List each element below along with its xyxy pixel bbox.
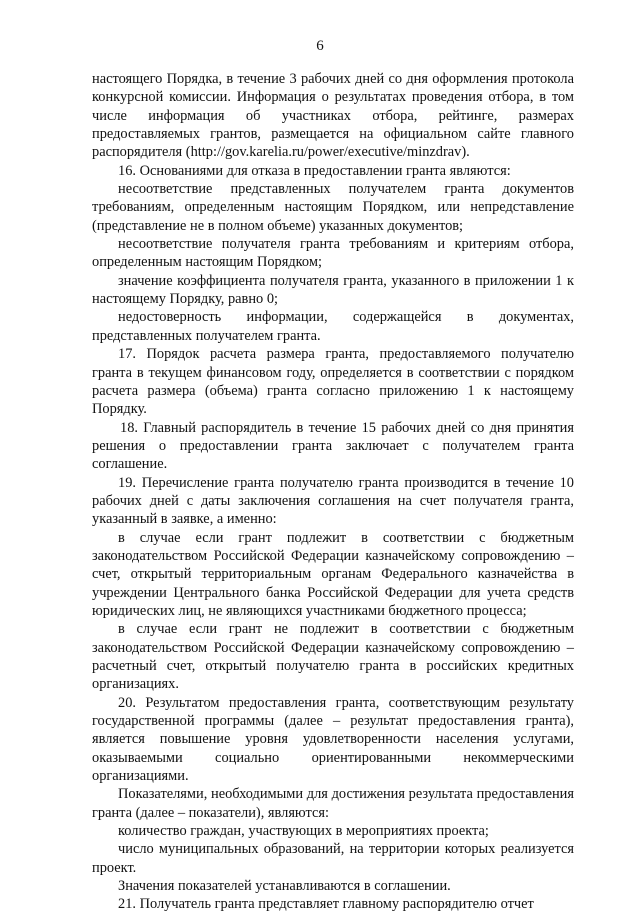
paragraph: 18. Главный распорядитель в течение 15 рабочих дней со дня принятия решения о предоставлении гранта заключает с получателем гранта соглашение. (92, 419, 574, 473)
body-text (92, 70, 574, 914)
paragraph: 20. Результатом предоставления гранта, соответствующим результату государственной программы (далее – результат предоставления гранта), является повышение уровня удовлетворенности населения услугами, оказываемыми социально ориентированными некоммерческими организациями. (92, 694, 574, 785)
paragraph: несоответствие представленных получателем гранта документов требованиям, определенным настоящим Порядком, или непредставление (представление не в полном объеме) указанных документов; (92, 181, 574, 234)
paragraph: настоящего Порядка, в течение 3 рабочих дней со дня оформления протокола конкурсной комиссии. Информация о результатах проведения отбора, в том числе информация об участниках отбора, рейтинге, размерах предоставляемых грантов, размещается на официальном сайте главного распорядителя (http://gov.karelia.ru/power/executive/minzdrav). (92, 71, 574, 161)
paragraph: число муниципальных образований, на территории которых реализуется проект. (92, 841, 574, 876)
page-number: 6 (316, 38, 324, 54)
paragraph: недостоверность информации, содержащейся в документах, представленных получателем гранта. (92, 309, 574, 344)
paragraph: 19. Перечисление гранта получателю гранта производится в течение 10 рабочих дней с даты заключения соглашения на счет получателя гранта, указанный в заявке, а именно: (92, 474, 574, 528)
paragraph: значение коэффициента получателя гранта, указанного в приложении 1 к настоящему Порядку, равно 0; (92, 272, 574, 308)
paragraph: в случае если грант подлежит в соответствии с бюджетным законодательством Российской Федерации казначейскому сопровождению – счет, открытый территориальным органам Федерального казначейства в учреждении Центрального банка Российской Федерации для учета средств юридических лиц, не являющихся участниками бюджетного процесса; (92, 529, 574, 619)
paragraph: Значения показателей устанавливаются в соглашении. (118, 878, 451, 895)
paragraph: 16. Основаниями для отказа в предоставлении гранта являются: (118, 162, 511, 179)
paragraph: 21. Получатель гранта представляет главному распорядителю отчет (118, 896, 534, 913)
paragraph: несоответствие получателя гранта требованиям и критериям отбора, определенным настоящим Порядком; (92, 236, 574, 271)
paragraph: в случае если грант не подлежит в соответствии с бюджетным законодательством Российской Федерации казначейскому сопровождению – расчетный счет, открытый получателю гранта в российских кредитных организациях. (92, 621, 574, 693)
paragraph: количество граждан, участвующих в мероприятиях проекта; (118, 823, 489, 840)
paragraph: 17. Порядок расчета размера гранта, предоставляемого получателю гранта в текущем финансовом году, определяется в соответствии с порядком расчета размера (объема) гранта согласно приложению 1 к настоящему Порядку. (92, 346, 574, 418)
paragraph: Показателями, необходимыми для достижения результата предоставления гранта (далее – показатели), являются: (92, 786, 574, 821)
